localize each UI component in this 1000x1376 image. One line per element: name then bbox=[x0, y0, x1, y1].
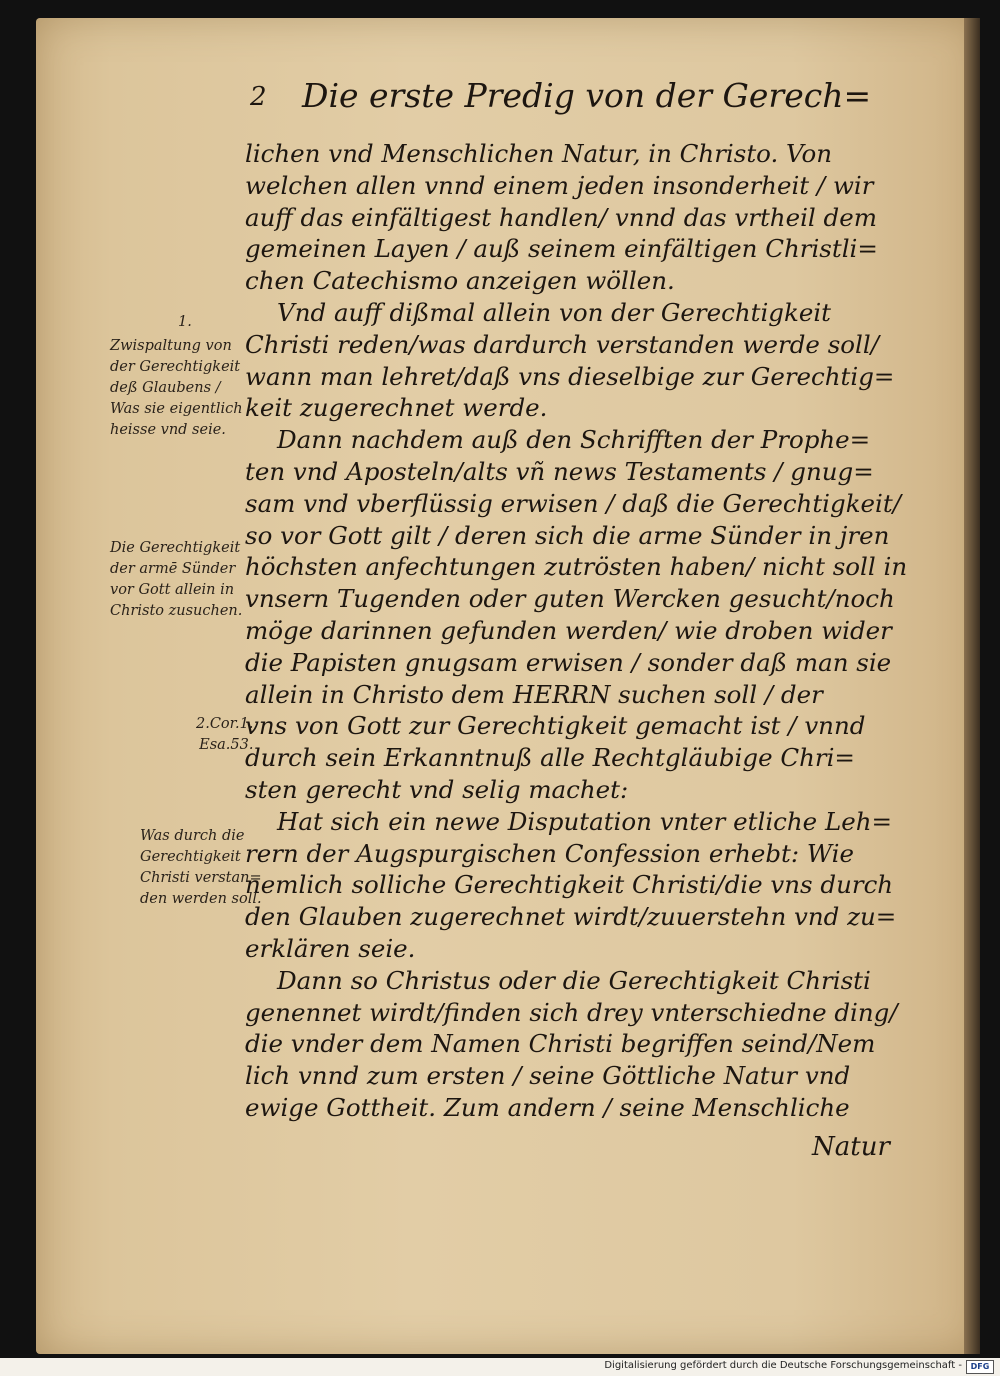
margin-note-1 bbox=[110, 336, 243, 441]
text-line: lich vnnd zum ersten / seine Göttliche Natur vnd bbox=[245, 1061, 851, 1091]
text-line: sten gerecht vnd selig machet: bbox=[245, 774, 629, 804]
margin-note-number: 1. bbox=[178, 314, 192, 330]
text-line: die vnder dem Namen Christi begriffen seind/Nem bbox=[245, 1029, 876, 1059]
text-line: lichen vnd Menschlichen Natur, in Christo. Von bbox=[245, 139, 833, 168]
running-header bbox=[250, 76, 872, 128]
text-line: erklären seie. bbox=[245, 933, 416, 963]
margin-note-line: der armē Sünder bbox=[110, 561, 236, 577]
text-line: welchen allen vnnd einem jeden insonderheit / wir bbox=[245, 170, 874, 200]
margin-note-line: Gerechtigkeit bbox=[140, 849, 241, 865]
text-line: Dann nachdem auß den Schrifften der Prophe= bbox=[277, 425, 871, 455]
text-line: chen Catechismo anzeigen wöllen. bbox=[245, 266, 675, 296]
margin-note-line: Zwispaltung von bbox=[110, 338, 232, 354]
text-line: höchsten anfechtungen zutrösten haben/ nicht soll in bbox=[245, 552, 908, 582]
text-line: genennet wirdt/finden sich drey vnterschiedne ding/ bbox=[245, 997, 898, 1027]
text-line: ewige Gottheit. Zum andern / seine Menschliche bbox=[245, 1092, 850, 1122]
margin-note-line: heisse vnd seie. bbox=[110, 422, 226, 438]
text-line: rern der Augspurgischen Confession erhebt: Wie bbox=[245, 838, 855, 868]
text-line: den Glauben zugerechnet wirdt/zuuerstehn vnd zu= bbox=[245, 902, 897, 932]
margin-note-line: den werden soll. bbox=[140, 891, 262, 907]
text-line: durch sein Erkanntnuß alle Rechtgläubige Chri= bbox=[245, 743, 855, 773]
footer-bar bbox=[0, 1358, 1000, 1376]
footer-credit: Digitalisierung gefördert durch die Deutsche Forschungsgemeinschaft - bbox=[604, 1360, 962, 1371]
dfg-logo-icon: DFG bbox=[966, 1360, 994, 1374]
text-line: keit zugerechnet werde. bbox=[245, 393, 548, 423]
text-line: ten vnd Aposteln/alts vñ news Testaments / gnug= bbox=[245, 456, 874, 486]
text-line: vnsern Tugenden oder guten Wercken gesucht/noch bbox=[245, 584, 895, 614]
text-line: Hat sich ein newe Disputation vnter etliche Leh= bbox=[277, 806, 893, 836]
text-line: so vor Gott gilt / deren sich die arme Sünder in jren bbox=[245, 520, 890, 550]
text-line: Dann so Christus oder die Gerechtigkeit Christi bbox=[277, 965, 871, 995]
text-line: Christi reden/was dardurch verstanden werde soll/ bbox=[245, 329, 879, 359]
text-line: wann man lehret/daß vns dieselbige zur Gerechtig= bbox=[245, 361, 895, 391]
margin-note-line: deß Glaubens / bbox=[110, 380, 221, 396]
running-title: Die erste Predig von der Gerech= bbox=[302, 76, 872, 115]
text-line: möge darinnen gefunden werden/ wie droben wider bbox=[245, 615, 892, 645]
margin-note-line: Die Gerechtigkeit bbox=[110, 540, 241, 556]
text-line: nemlich solliche Gerechtigkeit Christi/die vns durch bbox=[245, 870, 894, 900]
margin-note-4 bbox=[140, 826, 262, 910]
margin-note-line: Was sie eigentlich bbox=[110, 401, 243, 417]
margin-note-line: vor Gott allein in bbox=[110, 582, 235, 598]
margin-note-line: Christi verstan= bbox=[140, 870, 262, 886]
text-line: Vnd auff dißmal allein von der Gerechtigkeit bbox=[277, 297, 832, 327]
page-number: 2 bbox=[250, 82, 267, 112]
margin-note-line: Was durch die bbox=[140, 828, 245, 844]
catchword: Natur bbox=[812, 1132, 890, 1162]
text-line: die Papisten gnugsam erwisen / sonder daß man sie bbox=[245, 647, 892, 677]
text-line: vns von Gott zur Gerechtigkeit gemacht ist / vnnd bbox=[245, 711, 866, 741]
margin-note-line: Esa.53. bbox=[199, 737, 254, 753]
margin-note-2 bbox=[110, 538, 242, 622]
main-text bbox=[245, 138, 925, 1124]
margin-note-3 bbox=[196, 714, 253, 756]
text-line: gemeinen Layen / auß seinem einfältigen Christli= bbox=[245, 234, 878, 264]
text-line: sam vnd vberflüssig erwisen / daß die Gerechtigkeit/ bbox=[245, 488, 901, 518]
book-spine bbox=[964, 18, 980, 1354]
margin-note-line: der Gerechtigkeit bbox=[110, 359, 241, 375]
margin-note-line: Christo zusuchen. bbox=[110, 603, 243, 619]
text-line: allein in Christo dem HERRN suchen soll / der bbox=[245, 679, 823, 709]
text-line: auff das einfältigest handlen/ vnnd das vrtheil dem bbox=[245, 202, 877, 232]
margin-note-line: 2.Cor.1. bbox=[196, 716, 254, 732]
